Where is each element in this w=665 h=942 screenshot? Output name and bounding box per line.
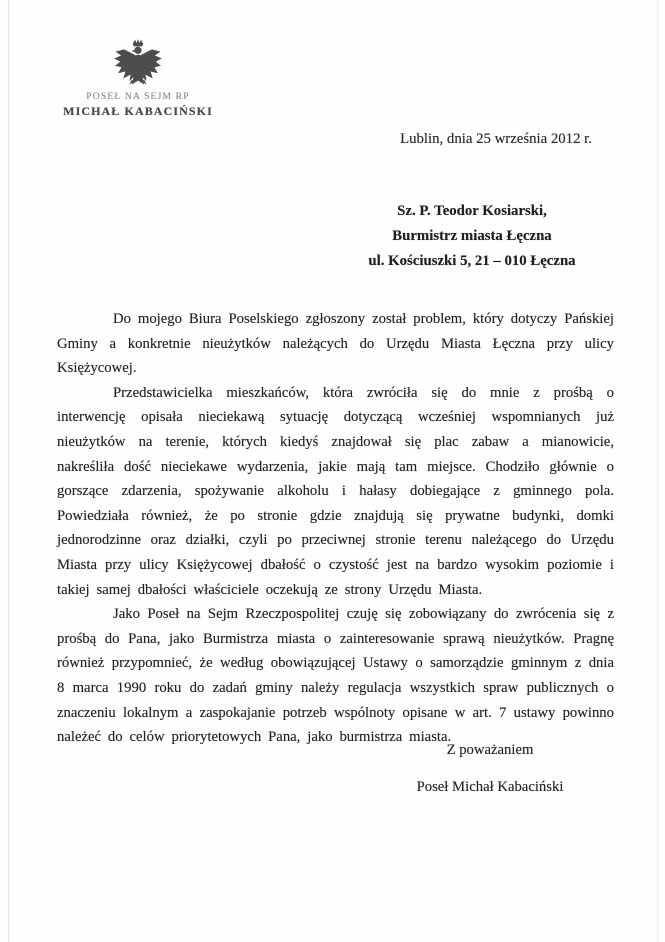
polish-eagle-emblem — [111, 36, 165, 88]
scan-edge-right — [657, 0, 658, 942]
paragraph-resident-account: Przedstawicielka mieszkańców, która zwróciła się do mnie z prośbą o interwencję opisała nieciekawą sytuację dotyczącą wcześniej wspomnianych już nieużytków na terenie, których kiedyś znajdował się plac zabaw a mianowicie, nakreśliła dość nieciekawe wydarzenia, jakie mają tam miejsce. Chodziło głównie o gorszące zdarzenia, spożywanie alkoholu i hałasy dobiegające z gminnego pola. Powiedziała również, że po stronie gdzie znajdują się prywatne budynki, domki jednorodzinne oraz działki, czyli po przeciwnej stronie terenu należącego do Urzędu Miasta przy ulicy Księżycowej dbałość o czystość jest na bardzo wysokim poziomie i takiej samej dbałości właściciele oczekują ze strony Urzędu Miasta. — [57, 384, 614, 598]
letter-body — [57, 307, 614, 750]
letterhead-mp-name: MICHAŁ KABACIŃSKI — [63, 104, 213, 118]
letterhead-office-title: POSEŁ NA SEJM RP — [86, 92, 190, 102]
letterhead — [48, 36, 228, 119]
valediction: Z poważaniem — [446, 742, 534, 758]
dateline: Lublin, dnia 25 września 2012 r. — [400, 131, 592, 147]
signature-name: Poseł Michał Kabaciński — [416, 779, 564, 795]
paragraph-mp-request: Jako Poseł na Sejm Rzeczpospolitej czuję się zobowiązany do zwrócenia się z prośbą do Pana, jako Burmistrza miasta o zainteresowanie sprawą nieużytków. Pragnę również przypomnieć, że według obowiązującej Ustawy o samorządzie gminnym z dnia 8 marca 1990 roku do zadań gminy należy regulacja wszystkich spraw publicznych o znaczeniu lokalnym a zaspokajanie potrzeb wspólnoty opisane w art. 7 ustawy powinno należeć do celów priorytetowych Pana, jako burmistrza miasta. — [57, 606, 614, 746]
recipient-block — [346, 199, 598, 273]
recipient-address: ul. Kościuszki 5, 21 – 010 Łęczna — [368, 252, 576, 269]
recipient-title: Burmistrz miasta Łęczna — [392, 227, 552, 244]
closing-block — [385, 742, 595, 796]
paragraph-problem-intro: Do mojego Biura Poselskiego zgłoszony został problem, który dotyczy Pańskiej Gminy a konkretnie nieużytków należących do Urzędu Miasta Łęczna przy ulicy Księżycowej. — [57, 311, 614, 377]
recipient-name: Sz. P. Teodor Kosiarski, — [397, 203, 547, 219]
scan-edge-left — [8, 0, 9, 942]
